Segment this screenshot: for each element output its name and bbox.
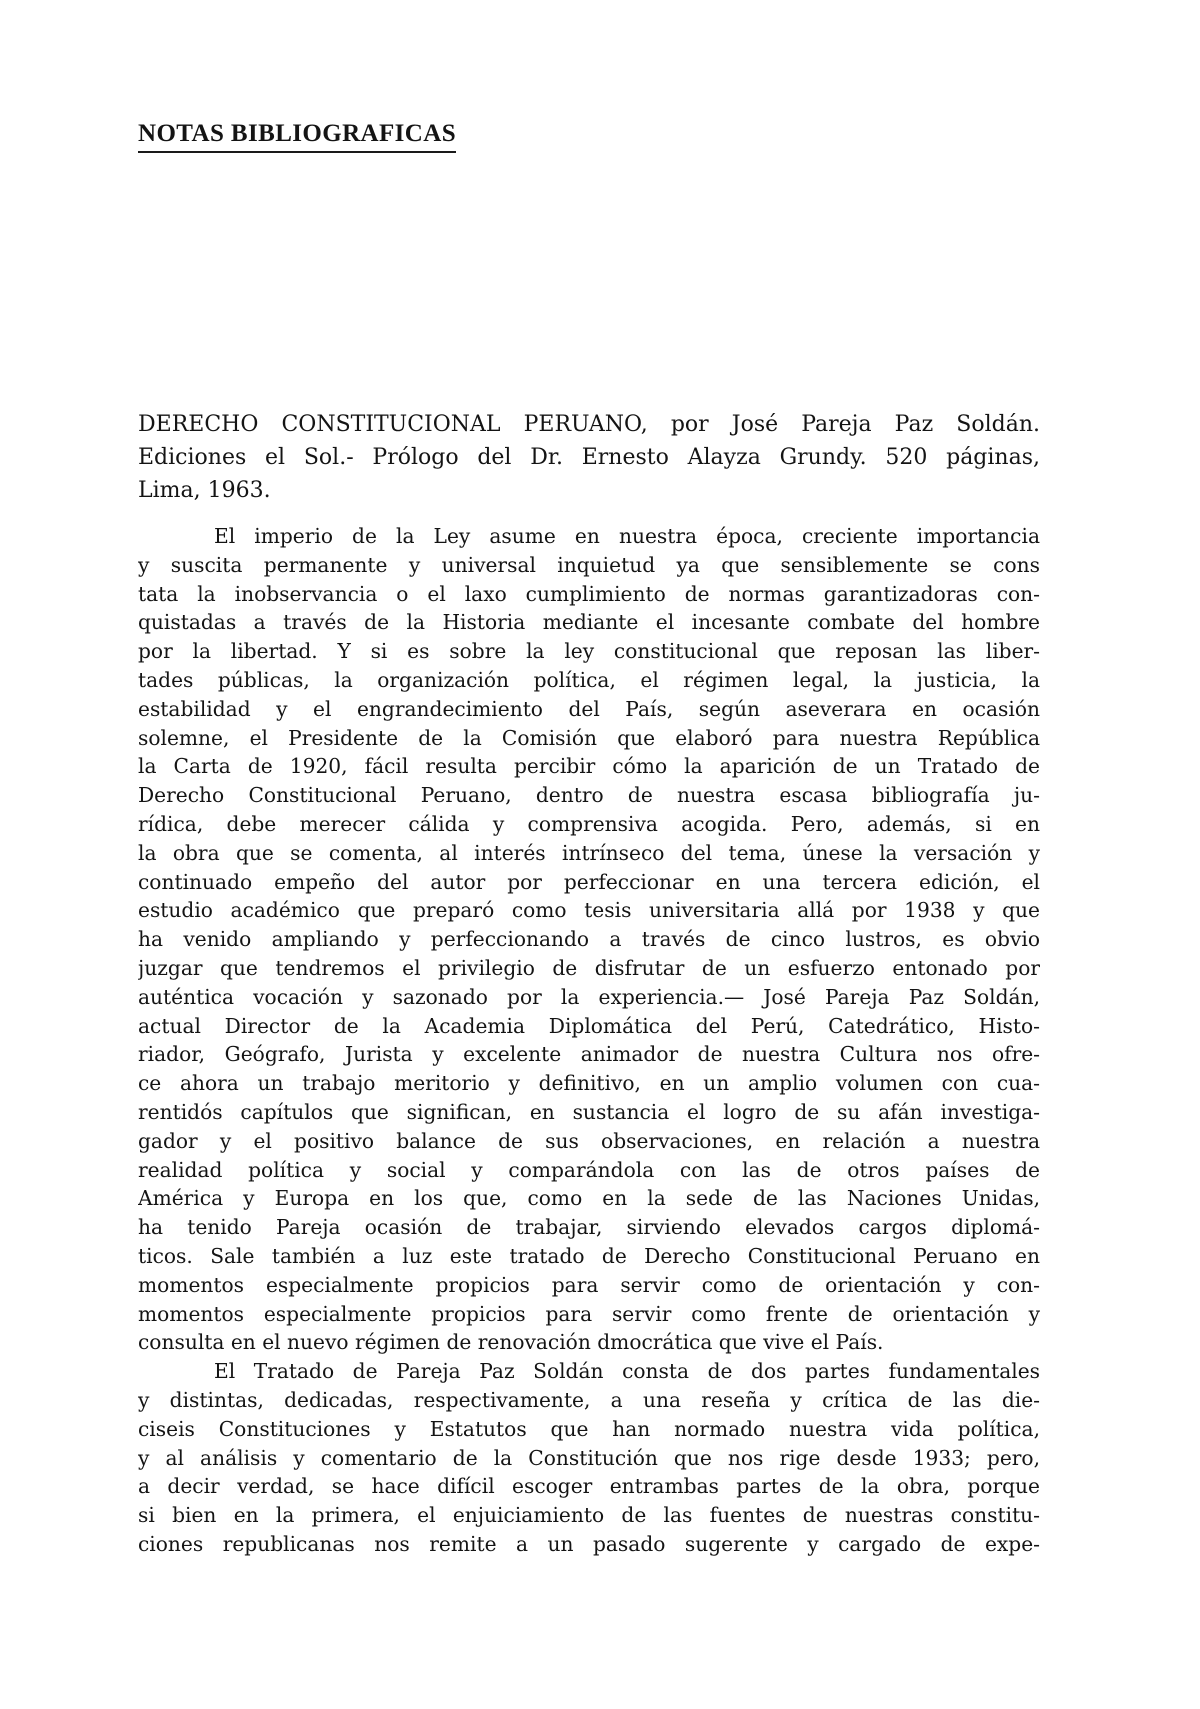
text-line: ce ahora un trabajo meritorio y definitivo, en un amplio volumen con cua- [138,1071,1040,1096]
text-line: ha tenido Pareja ocasión de trabajar, sirviendo elevados cargos diplomá- [138,1215,1040,1240]
text-line: y suscita permanente y universal inquietud ya que sensiblemente se cons [138,552,1040,577]
text-line: actual Director de la Academia Diplomática del Perú, Catedrático, Histo- [138,1013,1040,1038]
text-line: estudio académico que preparó como tesis universitaria allá por 1938 y que [138,898,1040,923]
text-line: la Carta de 1920, fácil resulta percibir cómo la aparición de un Tratado de [138,754,1040,779]
text-line: consulta en el nuevo régimen de renovación dmocrática que vive el País. [138,1330,884,1355]
paragraph-1 [138,522,1040,1357]
text-line: momentos especialmente propicios para servir como frente de orientación y [138,1301,1040,1326]
text-line: continuado empeño del autor por perfeccionar en una tercera edición, el [138,869,1040,894]
text-line: tata la inobservancia o el laxo cumplimiento de normas garantizadoras con- [138,581,1040,606]
text-line: quistadas a través de la Historia mediante el incesante combate del hombre [138,610,1040,635]
text-line: estabilidad y el engrandecimiento del País, según aseverara en ocasión [138,696,1040,721]
text-line: Derecho Constitucional Peruano, dentro de nuestra escasa bibliografía ju- [138,783,1040,808]
text-line: por la libertad. Y si es sobre la ley constitucional que reposan las liber- [138,639,1040,664]
paragraph-2 [138,1357,1040,1559]
text-line: la obra que se comenta, al interés intrínseco del tema, únese la versación y [138,840,1040,865]
text-line: si bien en la primera, el enjuiciamiento de las fuentes de nuestras constitu- [138,1503,1040,1528]
text-line: tades públicas, la organización política, el régimen legal, la justicia, la [138,667,1040,692]
text-line: a decir verdad, se hace difícil escoger entrambas partes de la obra, porque [138,1474,1040,1499]
text-line: solemne, el Presidente de la Comisión que elaboró para nuestra República [138,725,1040,750]
text-line: El imperio de la Ley asume en nuestra época, creciente importancia [214,524,1040,548]
text-line: riador, Geógrafo, Jurista y excelente animador de nuestra Cultura nos ofre- [138,1042,1040,1067]
text-line: auténtica vocación y sazonado por la experiencia.— José Pareja Paz Soldán, [138,984,1040,1009]
text-line: ciseis Constituciones y Estatutos que han normado nuestra vida política, [138,1416,1040,1441]
heading-underline [138,151,456,153]
text-line: El Tratado de Pareja Paz Soldán consta de dos partes fundamentales [214,1359,1040,1384]
text-line: momentos especialmente propicios para servir como de orientación y con- [138,1272,1040,1297]
book-reference-line: Lima, 1963. [138,478,271,503]
text-line: ticos. Sale también a luz este tratado de Derecho Constitucional Peruano en [138,1243,1040,1268]
text-line: realidad política y social y comparándola con las de otros países de [138,1157,1040,1182]
text-line: ha venido ampliando y perfeccionando a través de cinco lustros, es obvio [138,927,1040,952]
text-line: América y Europa en los que, como en la sede de las Naciones Unidas, [138,1186,1040,1211]
text-line: y al análisis y comentario de la Constitución que nos rige desde 1933; pero, [138,1445,1040,1470]
book-reference-line: Ediciones el Sol.- Prólogo del Dr. Ernesto Alayza Grundy. 520 páginas, [138,445,1040,470]
review-body [138,522,1040,1559]
text-line: juzgar que tendremos el privilegio de disfrutar de un esfuerzo entonado por [138,955,1040,980]
book-reference [138,408,1040,507]
text-line: rídica, debe merecer cálida y comprensiva acogida. Pero, además, si en [138,811,1040,836]
book-reference-line: DERECHO CONSTITUCIONAL PERUANO, por José Pareja Paz Soldán. [138,412,1040,437]
text-line: y distintas, dedicadas, respectivamente, a una reseña y crítica de las die- [138,1387,1040,1412]
section-heading: NOTAS BIBLIOGRAFICAS [138,120,457,147]
text-line: gador y el positivo balance de sus observaciones, en relación a nuestra [138,1128,1040,1153]
text-line: ciones republicanas nos remite a un pasado sugerente y cargado de expe- [138,1531,1040,1556]
text-line: rentidós capítulos que significan, en sustancia el logro de su afán investiga- [138,1099,1040,1124]
